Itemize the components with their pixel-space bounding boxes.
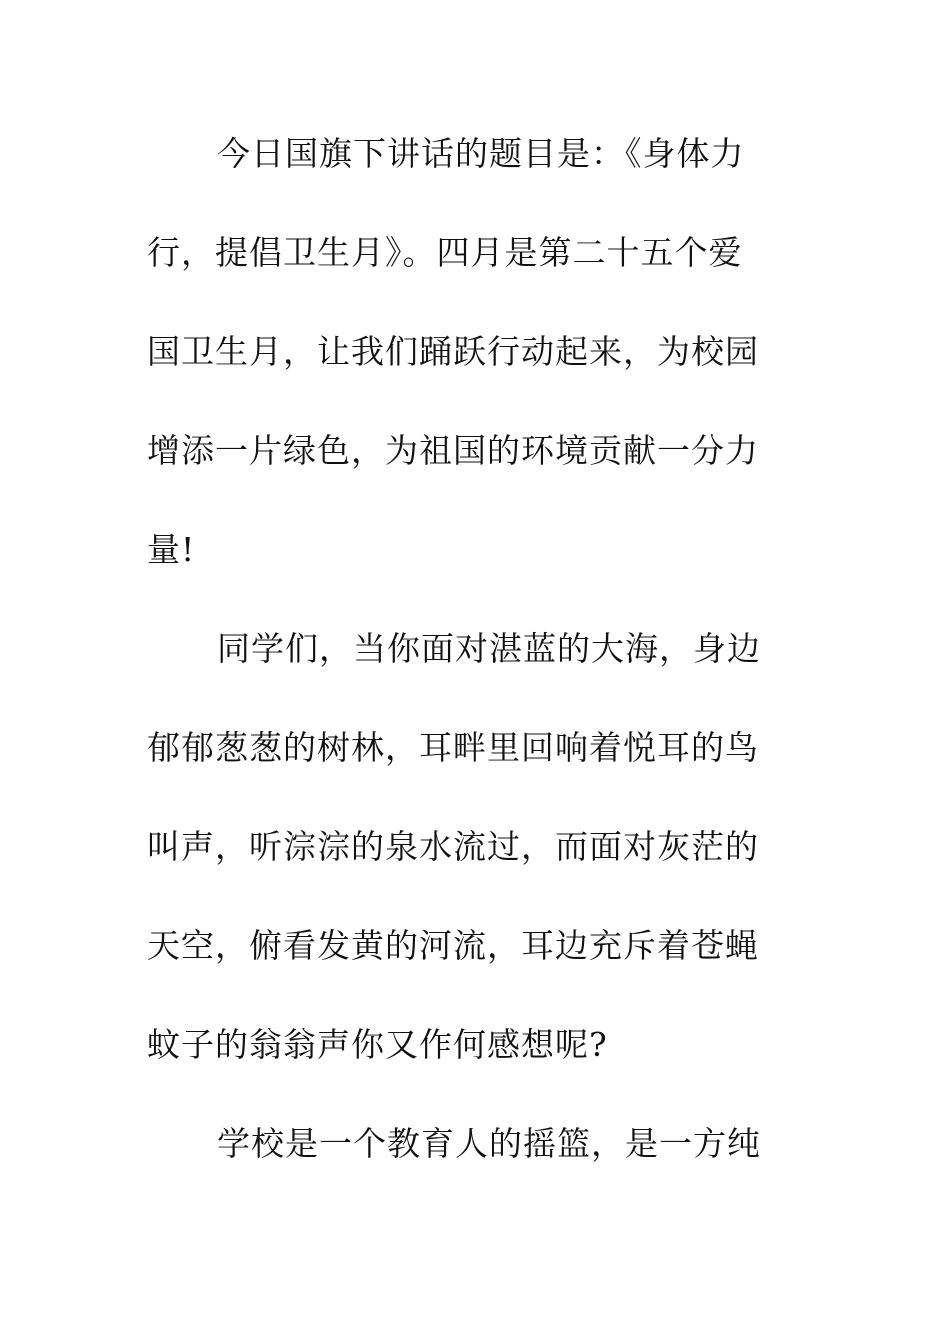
paragraph-1-line-3: 国卫生月，让我们踊跃行动起来，为校园 xyxy=(147,332,759,371)
speech-text xyxy=(147,122,787,1211)
paragraph-2-line-3: 叫声，听淙淙的泉水流过，而面对灰茫的 xyxy=(147,827,759,866)
paragraph-2-line-1: 同学们，当你面对湛蓝的大海，身边 xyxy=(217,629,761,668)
paragraph-1-line-5: 量! xyxy=(147,530,196,569)
paragraph-1-line-1: 今日国旗下讲话的题目是：《身体力 xyxy=(217,134,745,173)
paragraph-2-line-2: 郁郁葱葱的树林，耳畔里回响着悦耳的鸟 xyxy=(147,728,759,767)
paragraph-2-line-4: 天空，俯看发黄的河流，耳边充斥着苍蝇 xyxy=(147,926,759,965)
paragraph-1-line-4: 增添一片绿色，为祖国的环境贡献一分力 xyxy=(147,431,759,470)
paragraph-1-line-2: 行，提倡卫生月》。四月是第二十五个爱 xyxy=(147,233,743,272)
paragraph-2-line-5: 蚊子的翁翁声你又作何感想呢? xyxy=(147,1025,608,1064)
paragraph-3-line-1: 学校是一个教育人的摇篮，是一方纯 xyxy=(217,1124,761,1163)
